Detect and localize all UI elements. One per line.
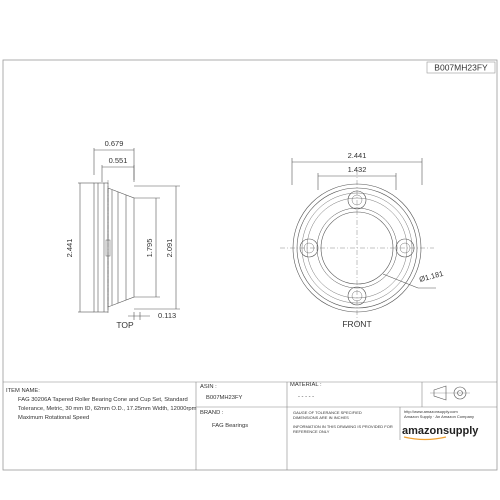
brand-label: BRAND : — [200, 410, 224, 416]
item-name-label: ITEM NAME: — [6, 388, 40, 394]
dim-top-outer-width: 0.679 — [104, 139, 124, 148]
material-label: MATERIAL : — [290, 382, 322, 388]
part-number: B007MH23FY — [434, 62, 488, 73]
front-view — [280, 158, 436, 326]
top-view — [78, 148, 180, 320]
dim-top-offset: 0.113 — [158, 311, 177, 320]
dim-top-inner-width: 0.551 — [108, 156, 128, 165]
top-view-label: TOP — [116, 320, 134, 330]
dim-top-outer-diameter: 2.441 — [65, 238, 74, 258]
website-url: http://www.amazonsupply.com — [404, 409, 458, 414]
note-line-3: INFORMATION IN THIS DRAWING IS PROVIDED FOR — [293, 424, 393, 429]
dim-front-bolt-circle: 1.432 — [347, 165, 367, 174]
dim-top-flange-height: 2.091 — [165, 238, 174, 258]
asin-label: ASIN : — [200, 384, 217, 390]
amazon-smile-icon — [404, 437, 446, 440]
dim-front-outer-diameter: 2.441 — [347, 151, 367, 160]
brand-value: FAG Bearings — [212, 423, 249, 429]
material-value: - - - - - — [298, 394, 315, 400]
item-name-line-3: Maximum Rotational Speed — [18, 415, 90, 421]
note-line-4: REFERENCE ONLY — [293, 429, 330, 434]
amazonsupply-logo: amazonsupply — [402, 425, 479, 437]
dim-front-hole: Ø1.181 — [418, 268, 445, 284]
dim-top-bore-height: 1.795 — [145, 238, 154, 258]
asin-value: B007MH23FY — [206, 395, 243, 401]
front-view-label: FRONT — [342, 319, 372, 329]
projection-symbol-icon — [430, 386, 470, 400]
brand-tagline: Amazon Supply · An Amazon Company — [404, 414, 475, 419]
note-line-1: GAUGE OF TOLERANCE SPECIFIED — [293, 410, 362, 415]
note-line-2: DIMENSIONS ARE IN INCHES — [293, 415, 349, 420]
item-name-line-1: FAG 30206A Tapered Roller Bearing Cone and Cup Set, Standard — [18, 397, 188, 403]
item-name-line-2: Tolerance, Metric, 30 mm ID, 62mm O.D., 17.25mm Width, 12000rpm — [18, 406, 197, 412]
